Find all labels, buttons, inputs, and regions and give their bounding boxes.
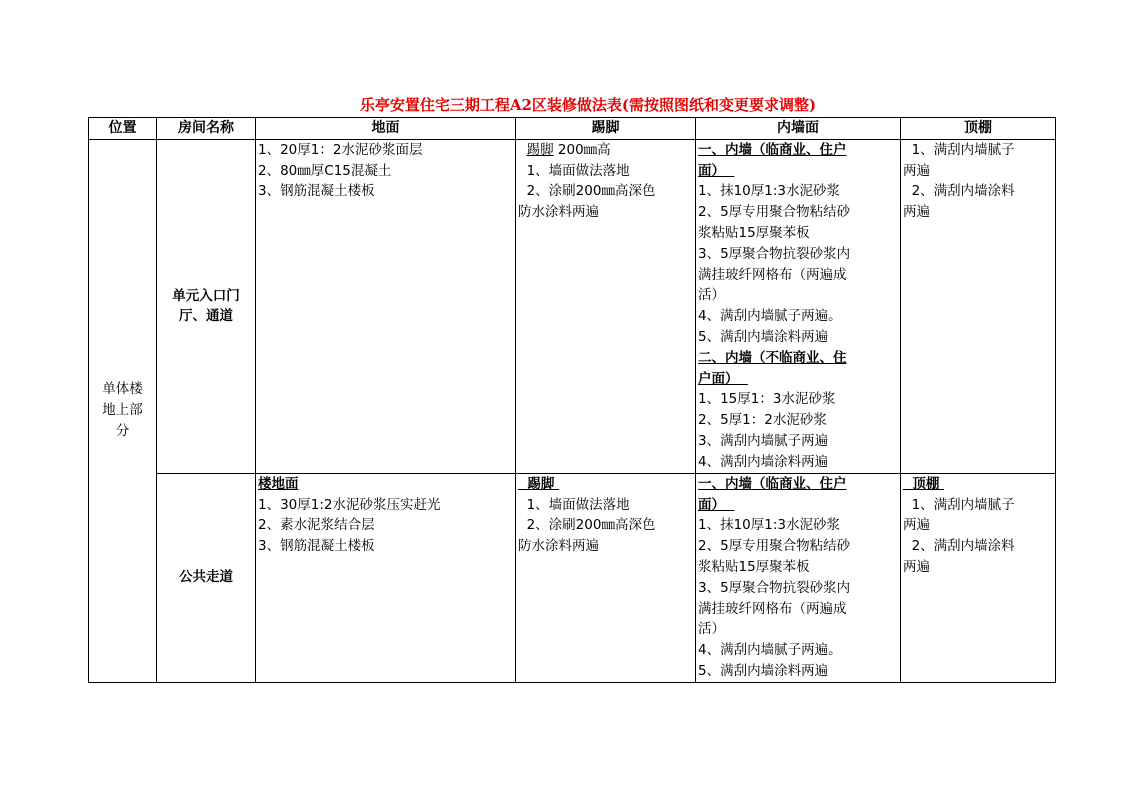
cell-line: 楼地面 xyxy=(258,475,299,492)
cell-line: 防水涂料两遍 xyxy=(518,204,599,221)
cell-line: 2、满刮内墙涂料 xyxy=(903,538,1015,555)
cell-line: 4、满刮内墙腻子两遍。 xyxy=(698,642,842,659)
cell-line: 1、满刮内墙腻子 xyxy=(903,141,1015,158)
header-floor: 地面 xyxy=(256,118,516,140)
wall-cell xyxy=(696,473,901,682)
cell-line: 1、20厚1：2水泥砂浆面层 xyxy=(258,141,423,158)
cell-line: 两遍 xyxy=(903,204,930,221)
cell-line: 一、内墙（临商业、住户 xyxy=(698,141,847,158)
header-skirting: 踢脚 xyxy=(516,118,696,140)
cell-line: 1、30厚1:2水泥砂浆压实赶光 xyxy=(258,496,441,513)
floor-cell xyxy=(256,473,516,682)
header-wall: 内墙面 xyxy=(696,118,901,140)
cell-line: 3、钢筋混凝土楼板 xyxy=(258,183,375,200)
cell-line: 满挂玻纤网格布（两遍成 xyxy=(698,600,847,617)
cell-line: 两遍 xyxy=(903,162,930,179)
cell-line: 一、内墙（临商业、住户 xyxy=(698,475,847,492)
cell-line: 4、满刮内墙涂料两遍 xyxy=(698,453,829,470)
cell-line: 2、满刮内墙涂料 xyxy=(903,183,1015,200)
cell-line: 满挂玻纤网格布（两遍成 xyxy=(698,266,847,283)
skirting-cell xyxy=(516,473,696,682)
ceiling-cell xyxy=(901,139,1056,473)
cell-line: 顶棚 xyxy=(903,475,945,492)
position-cell xyxy=(89,139,157,682)
decoration-table xyxy=(88,117,1056,683)
cell-line: 3、钢筋混凝土楼板 xyxy=(258,538,375,555)
cell-line: 浆粘贴15厚聚苯板 xyxy=(698,558,810,575)
ceiling-cell xyxy=(901,473,1056,682)
header-room: 房间名称 xyxy=(157,118,256,140)
cell-line: 1、墙面做法落地 xyxy=(518,496,630,513)
cell-line: 活） xyxy=(698,621,725,638)
position-label: 单体楼地上部分 xyxy=(102,381,143,440)
cell-line: 2、涂刷200㎜高深色 xyxy=(518,517,656,534)
cell-line: 1、抹10厚1:3水泥砂浆 xyxy=(698,183,840,200)
cell-line: 2、5厚专用聚合物粘结砂 xyxy=(698,538,851,555)
room-cell xyxy=(157,139,256,473)
cell-line: 两遍 xyxy=(903,517,930,534)
cell-line: 2、80㎜厚C15混凝土 xyxy=(258,162,392,179)
cell-line: 防水涂料两遍 xyxy=(518,538,599,555)
wall-cell xyxy=(696,139,901,473)
cell-line: 2、5厚专用聚合物粘结砂 xyxy=(698,204,851,221)
table-row xyxy=(89,473,1056,682)
document-title: 乐亭安置住宅三期工程A2区装修做法表(需按照图纸和变更要求调整) xyxy=(359,96,817,114)
cell-line: 5、满刮内墙涂料两遍 xyxy=(698,662,829,679)
header-ceiling: 顶棚 xyxy=(901,118,1056,140)
header-row xyxy=(89,118,1056,140)
cell-line: 2、5厚1：2水泥砂浆 xyxy=(698,412,827,429)
room-cell: 公共走道 xyxy=(157,473,256,682)
skirting-heading: 踢脚 xyxy=(526,141,554,158)
cell-line: 活） xyxy=(698,287,725,304)
cell-line: 3、满刮内墙腻子两遍 xyxy=(698,432,829,449)
cell-line: 面） xyxy=(698,496,735,513)
table-row xyxy=(89,139,1056,473)
cell-line: 1、15厚1：3水泥砂浆 xyxy=(698,391,836,408)
cell-line: 3、5厚聚合物抗裂砂浆内 xyxy=(698,579,851,596)
cell-line: 浆粘贴15厚聚苯板 xyxy=(698,224,810,241)
cell-line: 1、墙面做法落地 xyxy=(518,162,630,179)
cell-line: 1、抹10厚1:3水泥砂浆 xyxy=(698,517,840,534)
cell-line: 踢脚 200㎜高 xyxy=(526,141,611,158)
floor-cell xyxy=(256,139,516,473)
cell-line: 1、满刮内墙腻子 xyxy=(903,496,1015,513)
cell-line: 两遍 xyxy=(903,558,930,575)
cell-line: 4、满刮内墙腻子两遍。 xyxy=(698,308,842,325)
cell-line: 2、涂刷200㎜高深色 xyxy=(518,183,656,200)
cell-line: 5、满刮内墙涂料两遍 xyxy=(698,328,829,345)
cell-line: 面） xyxy=(698,162,735,179)
cell-line: 踢脚 xyxy=(518,475,560,492)
cell-line: 户面） xyxy=(698,370,748,387)
header-position: 位置 xyxy=(89,118,157,140)
cell-line: 2、素水泥浆结合层 xyxy=(258,517,375,534)
room-label: 单元入口门厅、通道 xyxy=(172,287,240,325)
cell-line: 3、5厚聚合物抗裂砂浆内 xyxy=(698,245,851,262)
cell-line: 二、内墙（不临商业、住 xyxy=(698,349,847,366)
skirting-cell xyxy=(516,139,696,473)
